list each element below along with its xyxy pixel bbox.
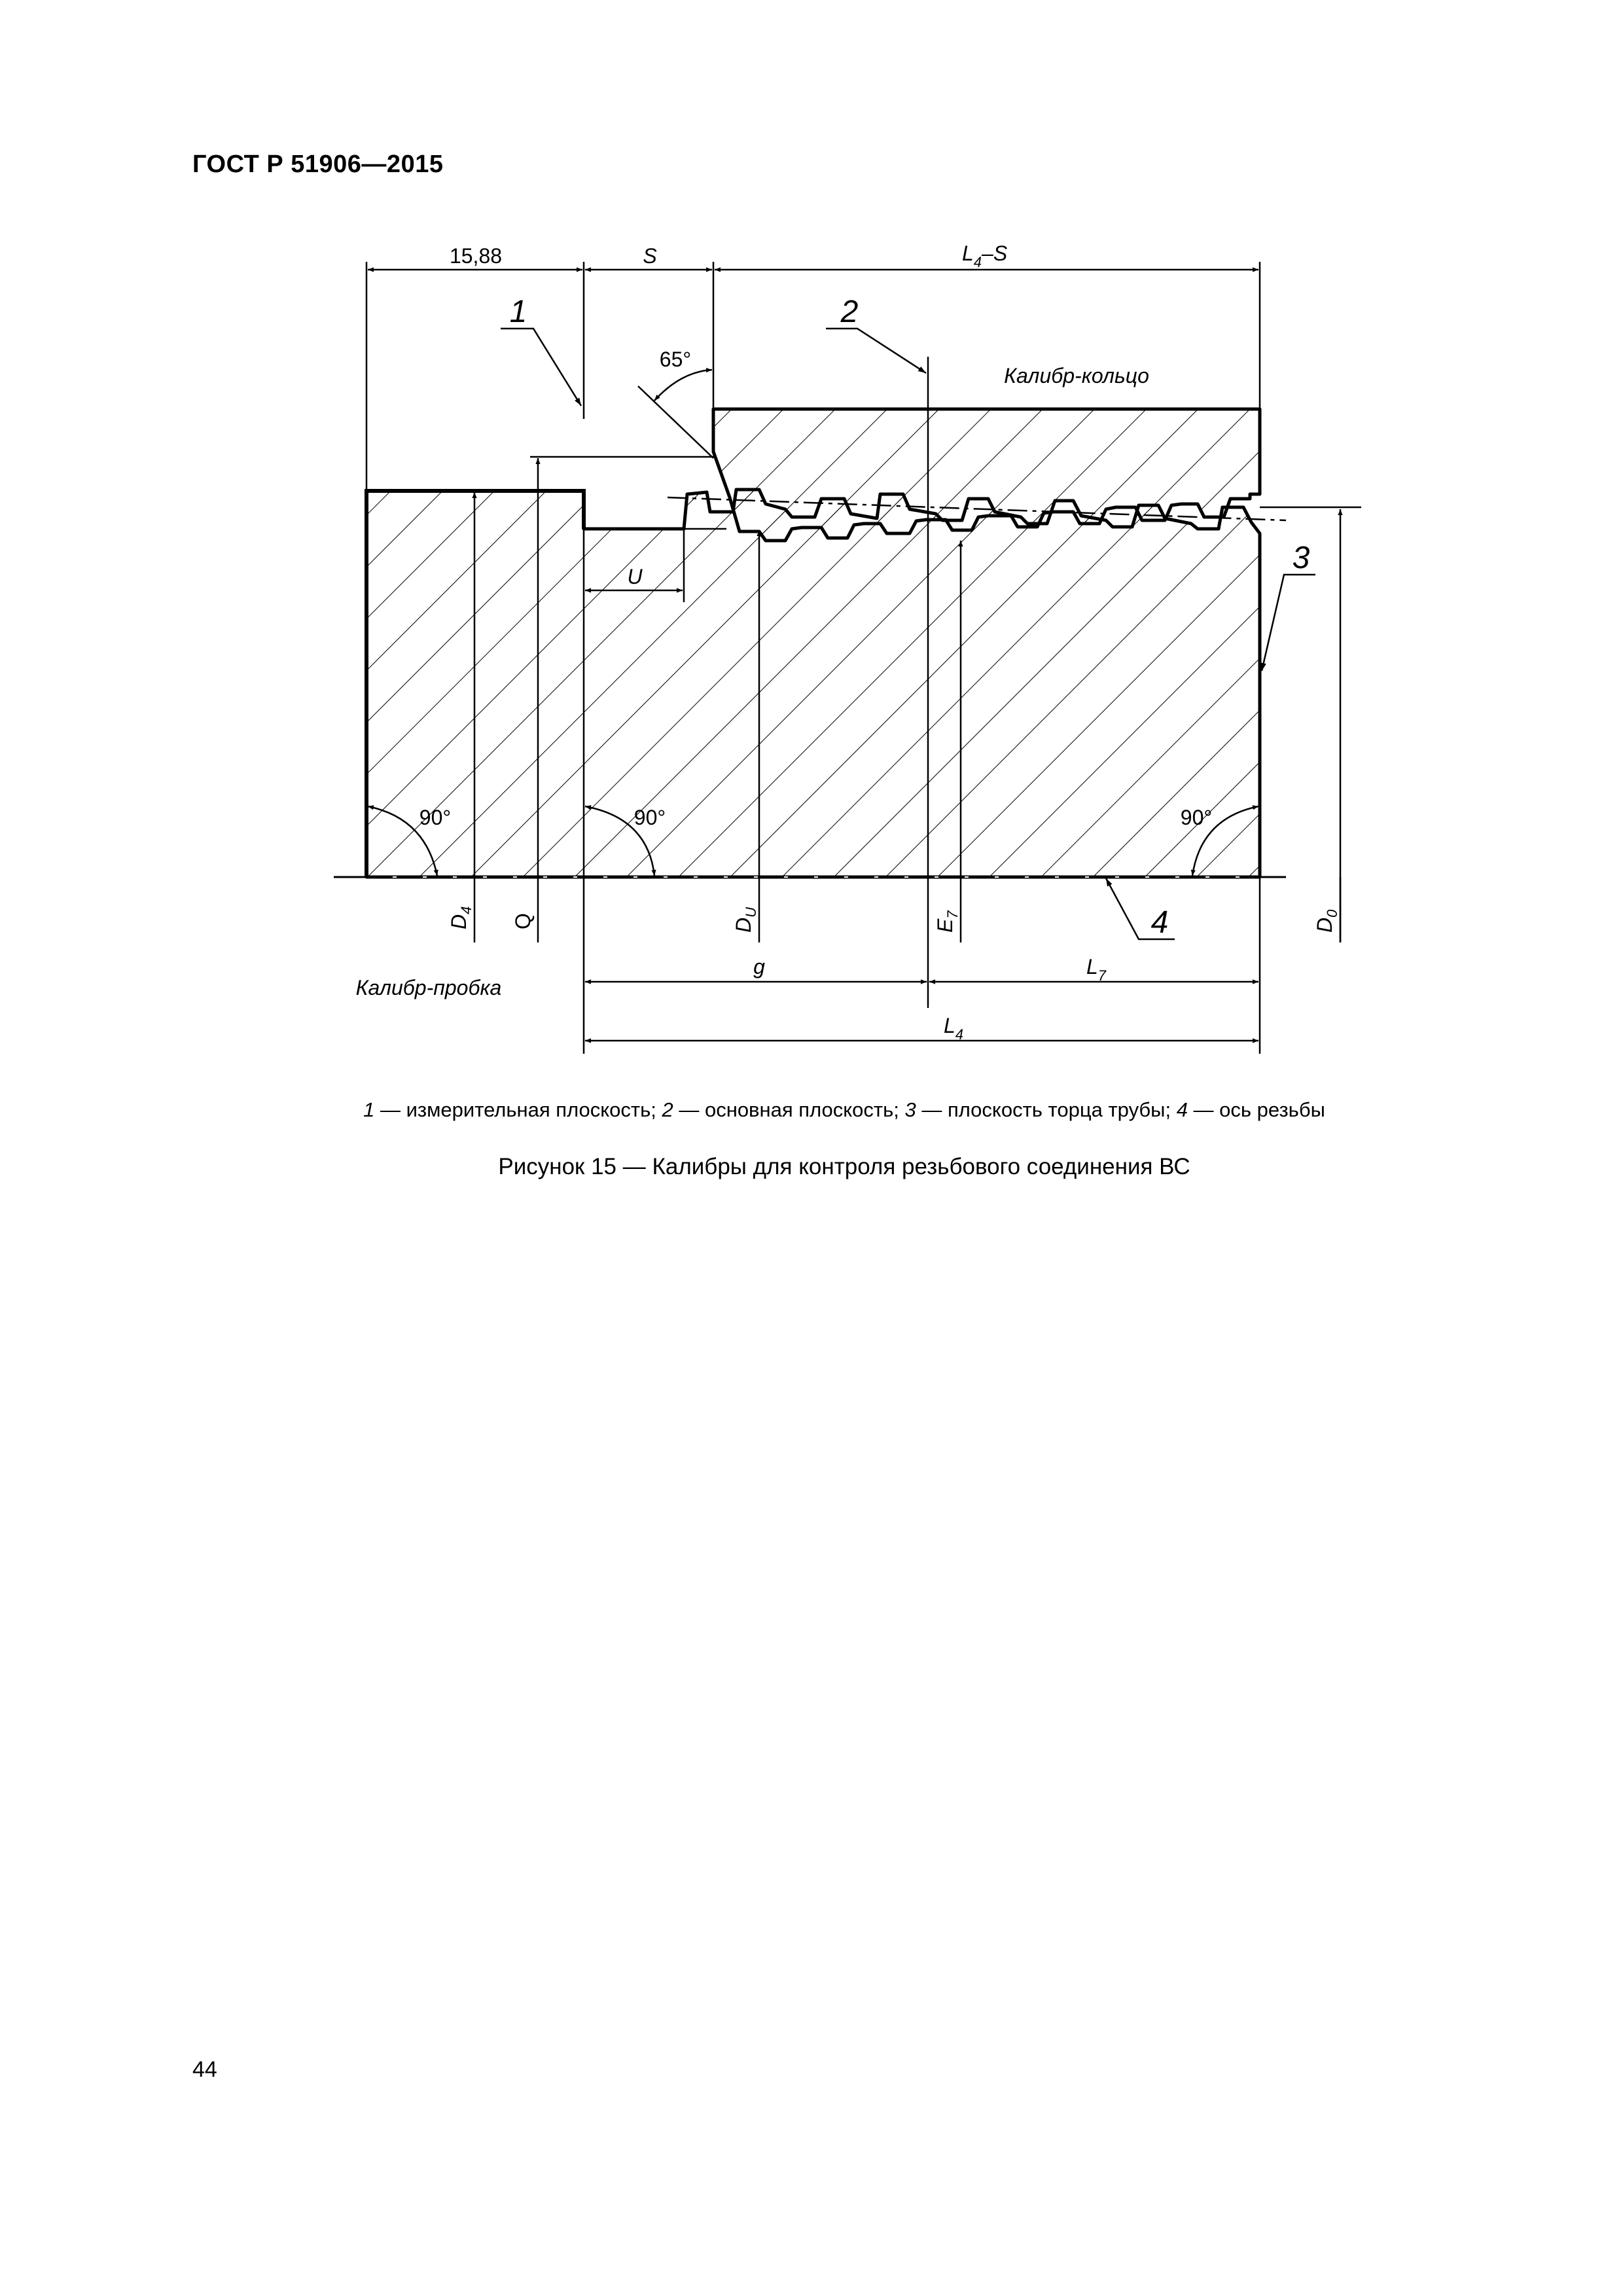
figure-legend: 1 — измерительная плоскость; 2 — основная плоскость; 3 — плоскость торца трубы; 4 — ось резьбы: [363, 1098, 1325, 1121]
dim-l7: $L_7$: [1086, 955, 1107, 984]
plug-gauge-label: Калибр-пробка: [355, 976, 502, 999]
dim-15-88: 15,88: [449, 244, 503, 268]
diameter-d0: $D_0$: [1313, 909, 1340, 933]
angle-90-left: 90°: [419, 806, 452, 829]
ring-gauge-label: Калибр-кольцо: [1004, 364, 1149, 387]
angle-90-right: 90°: [1180, 806, 1213, 829]
angle-65: 65°: [659, 348, 692, 371]
diameter-du: $D_U$: [732, 907, 759, 933]
dim-s: S: [643, 244, 657, 268]
diameter-q: Q: [511, 913, 535, 929]
dim-g: g: [753, 955, 765, 978]
callout-2: 2: [840, 295, 859, 329]
plug-gauge: [366, 490, 1260, 877]
callout-4: 4: [1150, 905, 1169, 940]
figure-caption: Рисунок 15 — Калибры для контроля резьбового соединения ВС: [498, 1154, 1190, 1179]
document-header: ГОСТ Р 51906—2015: [192, 151, 444, 178]
callout-1: 1: [509, 295, 527, 329]
gauge-drawing: [0, 0, 1623, 1113]
dim-l4-minus-s: $L_4-S$: [962, 242, 1008, 270]
dim-l4: $L_4$: [944, 1014, 964, 1043]
page-number: 44: [192, 2057, 217, 2082]
callout-3: 3: [1292, 541, 1310, 575]
diameter-d4: $D_4$: [447, 906, 474, 929]
diameter-e7: $E_7$: [933, 910, 961, 933]
dim-u: U: [627, 565, 643, 588]
angle-90-mid: 90°: [633, 806, 666, 829]
